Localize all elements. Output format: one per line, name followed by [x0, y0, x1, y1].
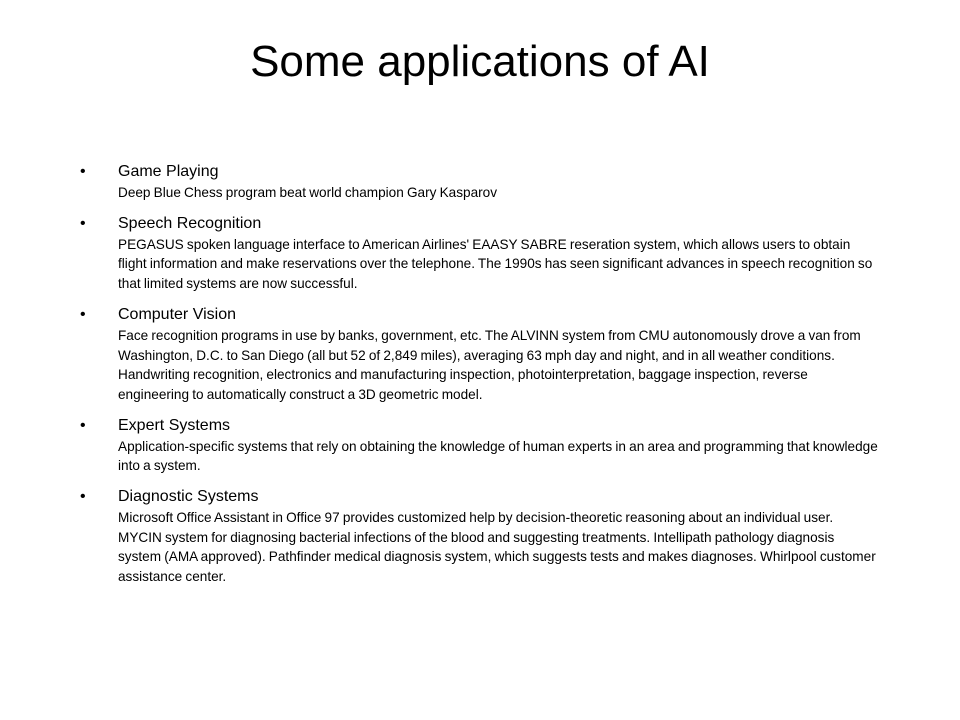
bullet-item-computer-vision [80, 304, 880, 405]
bullet-heading: Game Playing [118, 163, 219, 180]
bullet-item-game-playing [80, 161, 880, 203]
bullet-description: Application-specific systems that rely on obtaining the knowledge of human experts in an area and programming that knowledge into a system. [118, 438, 878, 474]
bullet-icon: • [80, 305, 86, 323]
slide-title: Some applications of AI [250, 37, 710, 86]
bullet-item-diagnostic-systems [80, 486, 880, 587]
bullet-item-expert-systems [80, 415, 880, 476]
bullet-heading: Speech Recognition [118, 214, 262, 232]
bullet-icon: • [80, 488, 86, 506]
bullet-icon: • [80, 416, 86, 434]
bullet-heading: Diagnostic Systems [118, 488, 259, 506]
bullet-heading: Computer Vision [118, 305, 236, 323]
bullet-list [80, 161, 880, 597]
bullet-description: Face recognition programs in use by banks, government, etc. The ALVINN system from CMU autonomously drove a van from Washington, D.C. to San Diego (all but 52 of 2,849 miles), averaging 63 mph day and night, and in all weather conditions. Handwriting recognition, electronics and manufacturing inspection, photointerpretation, baggage inspection, reverse engineering to automatically construct a 3D geometric model. [118, 327, 861, 402]
bullet-heading: Expert Systems [118, 416, 231, 434]
bullet-description: Microsoft Office Assistant in Office 97 provides customized help by decision-theoretic reasoning about an individual user. MYCIN system for diagnosing bacterial infections of the blood and suggesting treatments. Intellipath pathology diagnosis system (AMA approved). Pathfinder medical diagnosis system, which suggests tests and makes diagnoses. Whirlpool customer assistance center. [118, 510, 876, 585]
bullet-description: Deep Blue Chess program beat world champion Gary Kasparov [118, 185, 498, 200]
bullet-description: PEGASUS spoken language interface to American Airlines' EAASY SABRE reseration system, which allows users to obtain flight information and make reservations over the telephone. The 1990s has seen significant advances in speech recognition so that limited systems are now successful. [118, 236, 873, 292]
bullet-item-speech-recognition [80, 213, 880, 294]
bullet-icon: • [80, 163, 86, 180]
bullet-icon: • [80, 214, 86, 232]
